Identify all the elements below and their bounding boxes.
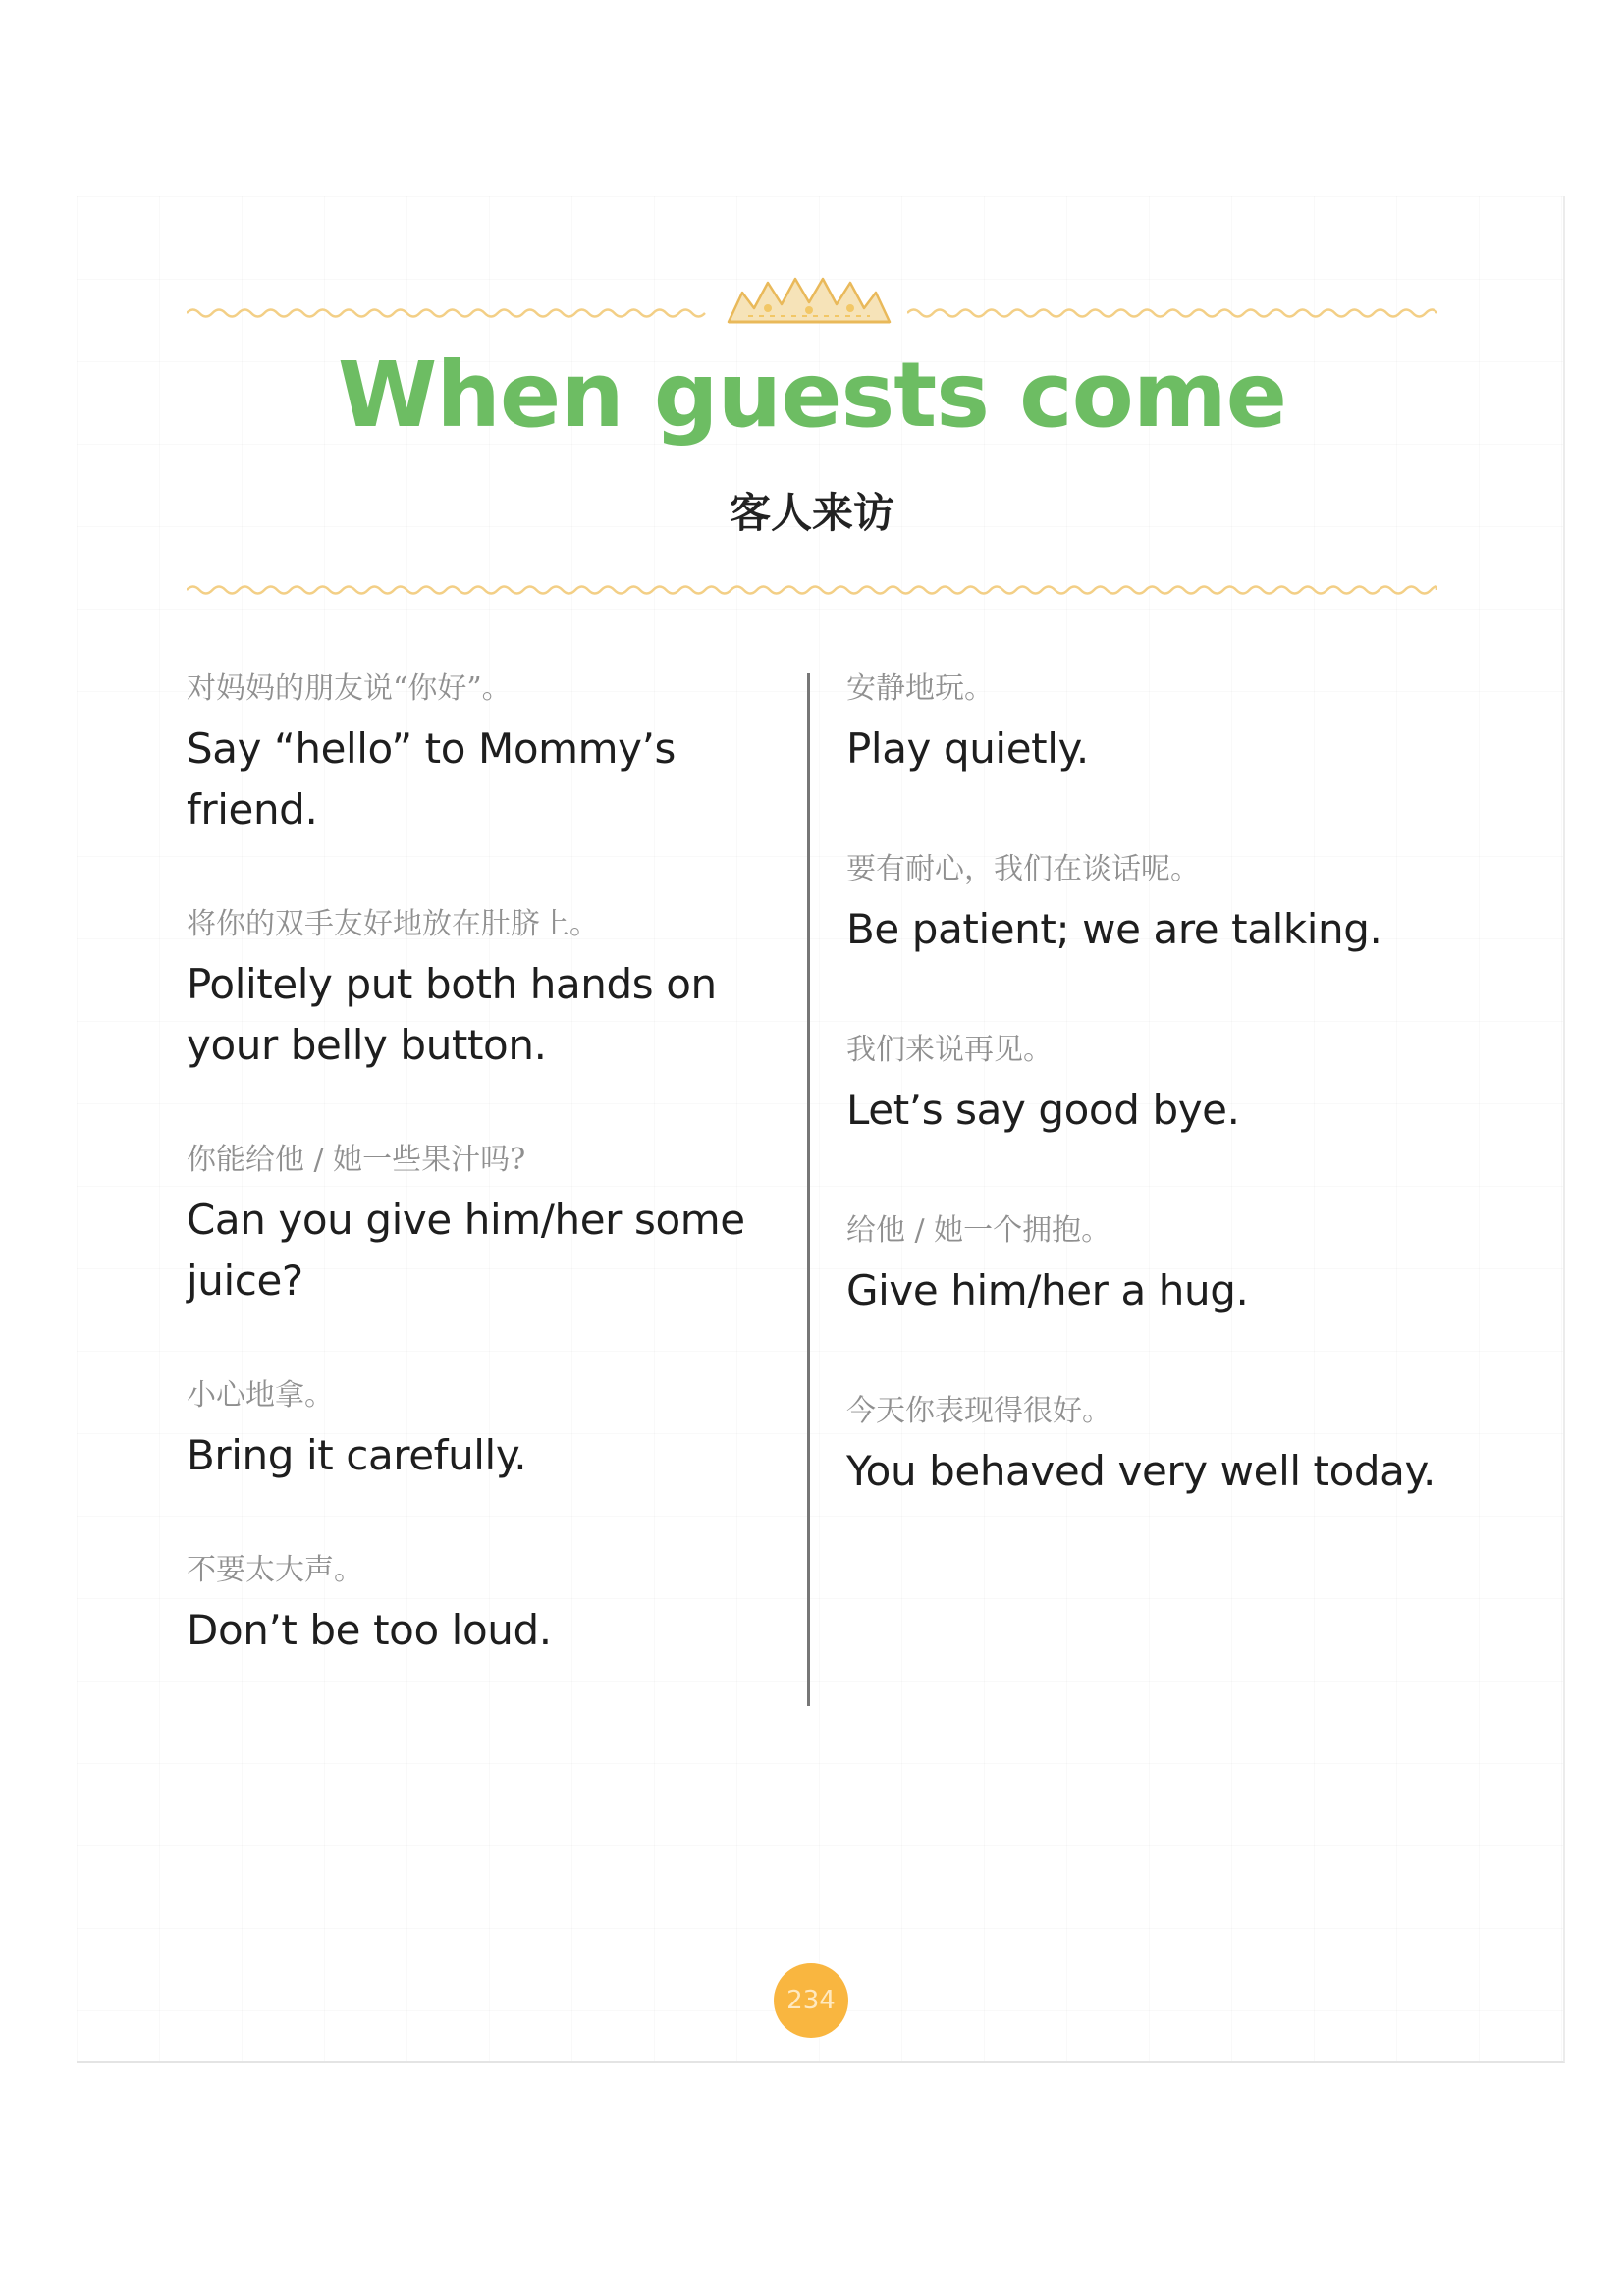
phrase-item — [187, 905, 795, 1076]
phrase-item — [846, 850, 1455, 960]
chinese-phrase: 今天你表现得很好。 — [846, 1394, 1111, 1428]
chinese-phrase: 安静地玩。 — [846, 671, 994, 706]
english-phrase: You behaved very well today. — [846, 1447, 1435, 1495]
chinese-phrase: 你能给他 / 她一些果汁吗? — [187, 1143, 526, 1177]
phrase-item — [846, 669, 1455, 779]
phrase-item — [846, 1392, 1455, 1502]
chinese-phrase: 对妈妈的朋友说“你好”。 — [187, 671, 512, 706]
top-wavy-line-right — [907, 306, 1437, 320]
chinese-phrase: 不要太大声。 — [187, 1553, 363, 1587]
phrase-item — [846, 1031, 1455, 1141]
english-phrase: Politely put both hands on your belly button. — [187, 960, 717, 1069]
chinese-phrase: 我们来说再见。 — [846, 1033, 1053, 1067]
english-phrase: Let’s say good bye. — [846, 1086, 1240, 1134]
phrase-item — [187, 1376, 795, 1486]
english-phrase: Bring it carefully. — [187, 1431, 527, 1479]
page-number-badge: 234 — [774, 1963, 848, 2038]
bottom-wavy-line — [187, 583, 1437, 597]
left-phrase-column — [187, 669, 795, 1726]
phrase-item — [846, 1211, 1455, 1321]
right-phrase-column — [846, 669, 1455, 1573]
english-phrase: Don’t be too loud. — [187, 1606, 552, 1654]
phrase-item — [187, 1141, 795, 1311]
english-phrase: Be patient; we are talking. — [846, 905, 1382, 953]
crown-ornament-icon — [725, 275, 893, 326]
phrase-item — [187, 669, 795, 840]
english-phrase: Can you give him/her some juice? — [187, 1196, 745, 1305]
column-divider — [807, 673, 810, 1706]
phrase-item — [187, 1551, 795, 1661]
top-wavy-line-left — [187, 306, 707, 320]
chinese-phrase: 要有耐心，我们在谈话呢。 — [846, 852, 1200, 886]
chinese-phrase: 小心地拿。 — [187, 1378, 334, 1413]
english-phrase: Play quietly. — [846, 724, 1089, 773]
chinese-phrase: 给他 / 她一个拥抱。 — [846, 1213, 1111, 1248]
page-subtitle: 客人来访 — [729, 489, 894, 537]
english-phrase: Give him/her a hug. — [846, 1266, 1249, 1314]
english-phrase: Say “hello” to Mommy’s friend. — [187, 724, 677, 833]
chinese-phrase: 将你的双手友好地放在肚脐上。 — [187, 907, 599, 941]
page-title: When guests come — [337, 343, 1287, 448]
